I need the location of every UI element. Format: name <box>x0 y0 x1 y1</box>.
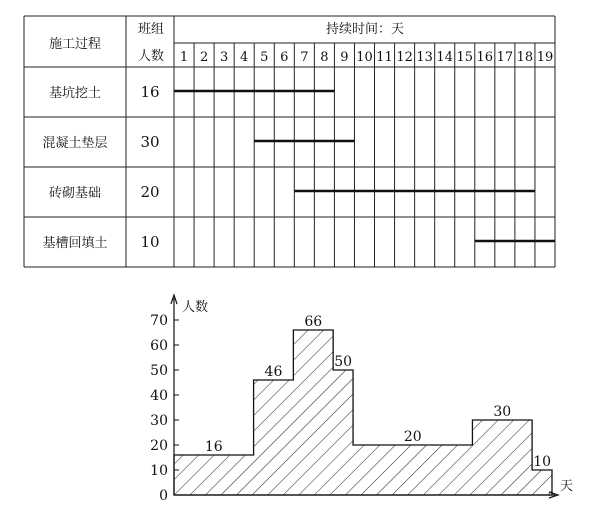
y-tick-label: 10 <box>150 463 168 479</box>
worker-count: 10 <box>140 233 160 251</box>
day-header-cell: 4 <box>240 50 249 65</box>
day-header-cell: 18 <box>516 50 534 65</box>
day-header-cell: 12 <box>396 50 413 65</box>
day-header-cell: 5 <box>260 50 269 65</box>
day-header-cell: 7 <box>300 50 309 65</box>
day-header-cell: 11 <box>376 50 393 65</box>
day-header-cell: 15 <box>456 50 474 65</box>
process-name: 基坑挖土 <box>48 86 102 101</box>
worker-count: 30 <box>140 133 160 151</box>
segment-value-label: 66 <box>304 314 323 330</box>
header-team-line2: 人数 <box>137 49 165 64</box>
worker-count: 20 <box>140 183 160 201</box>
day-header-cell: 1 <box>179 50 189 65</box>
day-header-cell: 10 <box>356 50 373 65</box>
day-header-cell: 14 <box>436 50 453 65</box>
day-header-cell: 8 <box>320 50 329 65</box>
y-tick-label: 40 <box>150 388 168 404</box>
day-header-cell: 19 <box>536 50 554 65</box>
segment-value-label: 30 <box>493 404 512 420</box>
header-team-line1: 班组 <box>137 22 165 37</box>
segment-value-label: 20 <box>403 429 422 445</box>
header-duration: 持续时间：天 <box>325 22 405 37</box>
y-axis-label: 人数 <box>182 300 209 315</box>
y-tick-label: 50 <box>150 363 168 379</box>
segment-value-label: 50 <box>334 354 353 370</box>
y-tick-label: 60 <box>150 338 168 354</box>
day-header-cell: 16 <box>476 50 494 65</box>
process-name: 砖砌基础 <box>48 186 102 201</box>
y-tick-label: 30 <box>150 413 168 429</box>
histogram-marks <box>174 314 552 495</box>
process-name: 基槽回填土 <box>42 236 108 251</box>
x-axis-label: 天 <box>560 479 574 494</box>
y-tick-label: 70 <box>150 313 168 329</box>
day-header-cell: 3 <box>219 50 229 65</box>
process-name: 混凝土垫层 <box>42 136 108 151</box>
segment-value-label: 10 <box>533 454 552 470</box>
day-header-cell: 17 <box>496 50 514 65</box>
header-process: 施工过程 <box>48 37 102 52</box>
day-header-cell: 9 <box>340 50 349 65</box>
segment-value-label: 46 <box>264 364 283 380</box>
day-header-cell: 13 <box>416 50 433 65</box>
y-tick-label: 20 <box>150 438 168 454</box>
worker-count: 16 <box>140 83 160 101</box>
day-header-cell: 2 <box>199 50 209 65</box>
segment-value-label: 16 <box>204 439 223 455</box>
y-tick-label: 0 <box>159 488 168 504</box>
day-header-cell: 6 <box>280 50 289 65</box>
